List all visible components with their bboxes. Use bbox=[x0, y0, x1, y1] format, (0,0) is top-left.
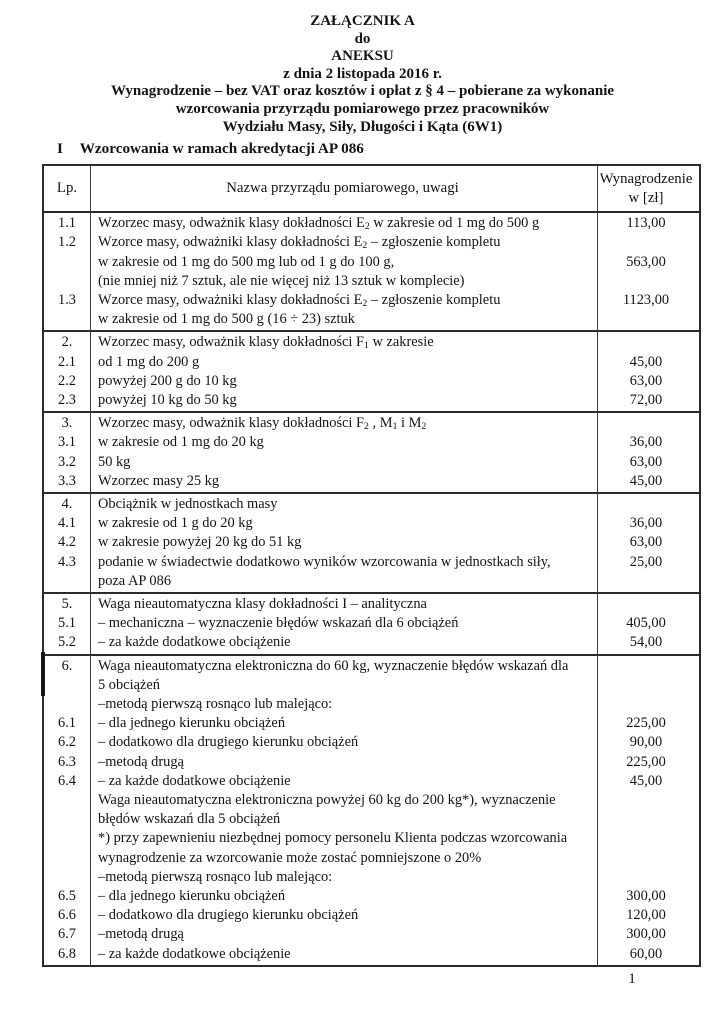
row-description: Waga nieautomatyczna elektroniczna powyżej 60 kg do 200 kg*), wyznaczenie bbox=[98, 792, 556, 809]
row-price: 120,00 bbox=[626, 907, 666, 924]
row-description: wynagrodzenie za wzorcowanie może zostać pomniejszone o 20% bbox=[98, 849, 482, 866]
row-description: –metodą pierwszą rosnąco lub malejąco: bbox=[98, 696, 333, 713]
row-price: 1123,00 bbox=[622, 291, 670, 308]
row-description: 5 obciążeń bbox=[98, 676, 160, 693]
row-price: 225,00 bbox=[626, 753, 666, 770]
table-row bbox=[44, 595, 699, 614]
table-row bbox=[44, 753, 699, 772]
table-row bbox=[44, 533, 699, 552]
row-description: –metodą drugą bbox=[98, 926, 184, 943]
col-header-lp: Lp. bbox=[56, 180, 78, 197]
row-price bbox=[593, 695, 699, 714]
row-price: 60,00 bbox=[629, 945, 663, 962]
pricing-table bbox=[42, 164, 701, 967]
row-number bbox=[44, 310, 90, 329]
row-number: 3.2 bbox=[58, 453, 76, 470]
header-line-annex: ZAŁĄCZNIK A bbox=[310, 13, 415, 29]
table-row bbox=[44, 553, 699, 572]
row-number bbox=[44, 253, 90, 272]
row-description: podanie w świadectwie dodatkowo wyników wzorcowania w jednostkach siły, bbox=[98, 553, 551, 570]
document-header bbox=[0, 0, 725, 136]
row-description: Waga nieautomatyczna klasy dokładności I – analityczna bbox=[98, 596, 427, 613]
row-price bbox=[593, 233, 699, 252]
table-row bbox=[44, 925, 699, 944]
row-price bbox=[593, 791, 699, 810]
row-description: od 1 mg do 200 g bbox=[98, 353, 200, 370]
section-numeral: I bbox=[57, 140, 63, 158]
row-price: 36,00 bbox=[629, 434, 663, 451]
row-price bbox=[593, 657, 699, 676]
row-description: powyżej 10 kg do 50 kg bbox=[98, 391, 237, 408]
col-header-price-line2: w [zł] bbox=[628, 189, 664, 206]
table-row bbox=[44, 433, 699, 452]
row-description: poza AP 086 bbox=[98, 572, 172, 589]
table-row bbox=[44, 391, 699, 410]
row-price bbox=[593, 810, 699, 829]
row-description: – dla jednego kierunku obciążeń bbox=[98, 888, 286, 905]
table-row bbox=[44, 353, 699, 372]
row-number: 5.2 bbox=[58, 634, 76, 651]
row-price: 563,00 bbox=[626, 253, 666, 270]
row-number: 6.8 bbox=[58, 945, 76, 962]
row-number: 1.3 bbox=[58, 291, 76, 308]
row-description: błędów wskazań dla 5 obciążeń bbox=[98, 811, 281, 828]
table-row bbox=[44, 791, 699, 810]
table-section bbox=[44, 213, 699, 330]
row-price: 63,00 bbox=[629, 534, 663, 551]
row-price bbox=[593, 868, 699, 887]
table-section bbox=[44, 330, 699, 411]
row-price: 113,00 bbox=[626, 215, 666, 232]
row-price: 225,00 bbox=[626, 715, 666, 732]
section-title: Wzorcowania w ramach akredytacji AP 086 bbox=[79, 140, 364, 158]
row-number: 2.1 bbox=[58, 353, 76, 370]
header-line-department: Wydziału Masy, Siły, Długości i Kąta (6W1) bbox=[222, 118, 503, 135]
row-description: 50 kg bbox=[98, 453, 131, 470]
row-number: 6.3 bbox=[58, 753, 76, 770]
row-description: – dla jednego kierunku obciążeń bbox=[98, 715, 286, 732]
row-price: 45,00 bbox=[629, 472, 663, 489]
row-price bbox=[593, 272, 699, 291]
col-header-name: Nazwa przyrządu pomiarowego, uwagi bbox=[226, 180, 459, 197]
table-row bbox=[44, 514, 699, 533]
row-description: Wzorzec masy, odważnik klasy dokładności $F_1$ w zakresie bbox=[98, 334, 434, 352]
row-price: 63,00 bbox=[629, 372, 663, 389]
table-row bbox=[44, 614, 699, 633]
row-number: 6. bbox=[61, 657, 73, 674]
row-price: 54,00 bbox=[629, 634, 663, 651]
row-number bbox=[44, 695, 90, 714]
header-line-aneksu: ANEKSU bbox=[331, 48, 394, 65]
column-divider-left bbox=[90, 166, 91, 965]
row-number: 4.2 bbox=[58, 534, 76, 551]
header-line-calibration: wzorcowania przyrządu pomiarowego przez pracowników bbox=[175, 100, 550, 117]
row-description: Waga nieautomatyczna elektroniczna do 60 kg, wyznaczenie błędów wskazań dla bbox=[98, 657, 569, 674]
row-number: 6.1 bbox=[58, 715, 76, 732]
row-price: 45,00 bbox=[629, 353, 663, 370]
section-heading bbox=[57, 139, 725, 159]
table-row bbox=[44, 868, 699, 887]
row-description: *) przy zapewnieniu niezbędnej pomocy personelu Klienta podczas wzorcowania bbox=[98, 830, 568, 847]
table-row bbox=[44, 772, 699, 791]
col-header-price bbox=[593, 170, 699, 208]
row-description: (nie mniej niż 7 sztuk, ale nie więcej niż 13 sztuk w komplecie) bbox=[98, 272, 465, 289]
row-price bbox=[593, 310, 699, 329]
row-price: 300,00 bbox=[626, 888, 666, 905]
table-row bbox=[44, 372, 699, 391]
table-row bbox=[44, 453, 699, 472]
table-row bbox=[44, 829, 699, 848]
row-price bbox=[593, 595, 699, 614]
table-section bbox=[44, 411, 699, 492]
row-description: – za każde dodatkowe obciążenie bbox=[98, 634, 291, 651]
table-row bbox=[44, 657, 699, 676]
table-header-row bbox=[44, 166, 699, 213]
row-price bbox=[593, 676, 699, 695]
row-number: 3.3 bbox=[58, 472, 76, 489]
row-description: w zakresie od 1 mg do 500 g (16 ÷ 23) sztuk bbox=[98, 311, 355, 328]
row-number: 2.3 bbox=[58, 391, 76, 408]
scan-artifact bbox=[41, 652, 45, 696]
row-number: 1.1 bbox=[58, 215, 76, 232]
table-row bbox=[44, 695, 699, 714]
row-price: 45,00 bbox=[629, 772, 663, 789]
table-row bbox=[44, 945, 699, 964]
row-description: Wzorce masy, odważniki klasy dokładności $E_2$ – zgłoszenie kompletu bbox=[98, 291, 501, 310]
table-body bbox=[44, 213, 699, 965]
row-number bbox=[44, 572, 90, 591]
table-row bbox=[44, 733, 699, 752]
row-price bbox=[593, 495, 699, 514]
row-description: – za każde dodatkowe obciążenie bbox=[98, 945, 291, 962]
row-number: 6.7 bbox=[58, 926, 76, 943]
header-line-date: z dnia 2 listopada 2016 r. bbox=[283, 65, 442, 82]
row-description: – dodatkowo dla drugiego kierunku obciążeń bbox=[98, 734, 359, 751]
row-description: Obciążnik w jednostkach masy bbox=[98, 496, 278, 512]
row-price bbox=[593, 572, 699, 591]
row-description: w zakresie od 1 mg do 500 mg lub od 1 g do 100 g, bbox=[98, 253, 395, 270]
header-line-remuneration: Wynagrodzenie – bez VAT oraz kosztów i opłat z § 4 – pobierane za wykonanie bbox=[110, 83, 615, 100]
table-row bbox=[44, 849, 699, 868]
row-number: 2.2 bbox=[58, 372, 76, 389]
row-description: w zakresie powyżej 20 kg do 51 kg bbox=[98, 534, 302, 551]
row-description: w zakresie od 1 mg do 20 kg bbox=[98, 434, 264, 451]
row-number: 6.2 bbox=[58, 734, 76, 751]
row-description: – mechaniczna – wyznaczenie błędów wskazań dla 6 obciążeń bbox=[98, 615, 459, 632]
table-row bbox=[44, 810, 699, 829]
table-row bbox=[44, 887, 699, 906]
row-description: –metodą pierwszą rosnąco lub malejąco: bbox=[98, 868, 333, 885]
row-price bbox=[593, 829, 699, 848]
row-number bbox=[44, 829, 90, 848]
row-number: 1.2 bbox=[58, 234, 76, 251]
row-description: w zakresie od 1 g do 20 kg bbox=[98, 515, 253, 532]
row-description: Wzorzec masy 25 kg bbox=[98, 472, 220, 489]
table-row bbox=[44, 906, 699, 925]
row-number: 5. bbox=[61, 596, 73, 613]
header-line-do: do bbox=[354, 30, 371, 47]
row-number: 5.1 bbox=[58, 615, 76, 632]
row-price: 405,00 bbox=[626, 615, 666, 632]
page-number: 1 bbox=[628, 971, 636, 987]
row-price: 90,00 bbox=[629, 734, 663, 751]
row-description: Wzorzec masy, odważnik klasy dokładności $E_2$ w zakresie od 1 mg do 500 g bbox=[98, 215, 540, 233]
table-row bbox=[44, 572, 699, 591]
row-number: 3. bbox=[61, 415, 73, 432]
table-row bbox=[44, 291, 699, 310]
row-number bbox=[44, 868, 90, 887]
row-number: 4.1 bbox=[58, 515, 76, 532]
row-number bbox=[44, 810, 90, 829]
row-price bbox=[593, 333, 699, 352]
row-number bbox=[44, 849, 90, 868]
row-description: – dodatkowo dla drugiego kierunku obciążeń bbox=[98, 907, 359, 924]
table-row bbox=[44, 714, 699, 733]
row-number: 4.3 bbox=[58, 553, 76, 570]
row-number: 6.4 bbox=[58, 772, 76, 789]
row-description: –metodą drugą bbox=[98, 753, 184, 770]
table-row bbox=[44, 214, 699, 233]
table-section bbox=[44, 592, 699, 654]
row-description: – za każde dodatkowe obciążenie bbox=[98, 772, 291, 789]
row-description: Wzorzec masy, odważnik klasy dokładności $F_2$ , $M_1$ i $M_2$ bbox=[98, 415, 427, 433]
row-description: Wzorce masy, odważniki klasy dokładności $E_2$ – zgłoszenie kompletu bbox=[98, 234, 501, 252]
row-price: 300,00 bbox=[626, 926, 666, 943]
row-price bbox=[593, 849, 699, 868]
row-price bbox=[593, 414, 699, 433]
row-price: 72,00 bbox=[629, 391, 663, 408]
row-description: powyżej 200 g do 10 kg bbox=[98, 372, 237, 389]
row-number bbox=[44, 676, 90, 695]
table-row bbox=[44, 333, 699, 352]
table-row bbox=[44, 495, 699, 514]
row-number bbox=[44, 272, 90, 291]
table-row bbox=[44, 633, 699, 652]
row-price: 63,00 bbox=[629, 453, 663, 470]
table-row bbox=[44, 233, 699, 252]
table-row bbox=[44, 310, 699, 329]
row-number: 4. bbox=[61, 496, 73, 512]
table-row bbox=[44, 272, 699, 291]
row-number: 3.1 bbox=[58, 434, 76, 451]
row-number: 6.6 bbox=[58, 907, 76, 924]
row-number bbox=[44, 791, 90, 810]
table-row bbox=[44, 253, 699, 272]
row-number: 6.5 bbox=[58, 888, 76, 905]
table-row bbox=[44, 472, 699, 491]
column-divider-right bbox=[597, 166, 598, 965]
table-row bbox=[44, 414, 699, 433]
row-number: 2. bbox=[61, 334, 73, 351]
col-header-price-line1: Wynagrodzenie bbox=[599, 170, 693, 187]
table-row bbox=[44, 676, 699, 695]
row-price: 25,00 bbox=[629, 553, 663, 570]
table-section bbox=[44, 492, 699, 592]
row-price: 36,00 bbox=[629, 515, 663, 532]
table-section bbox=[44, 654, 699, 965]
